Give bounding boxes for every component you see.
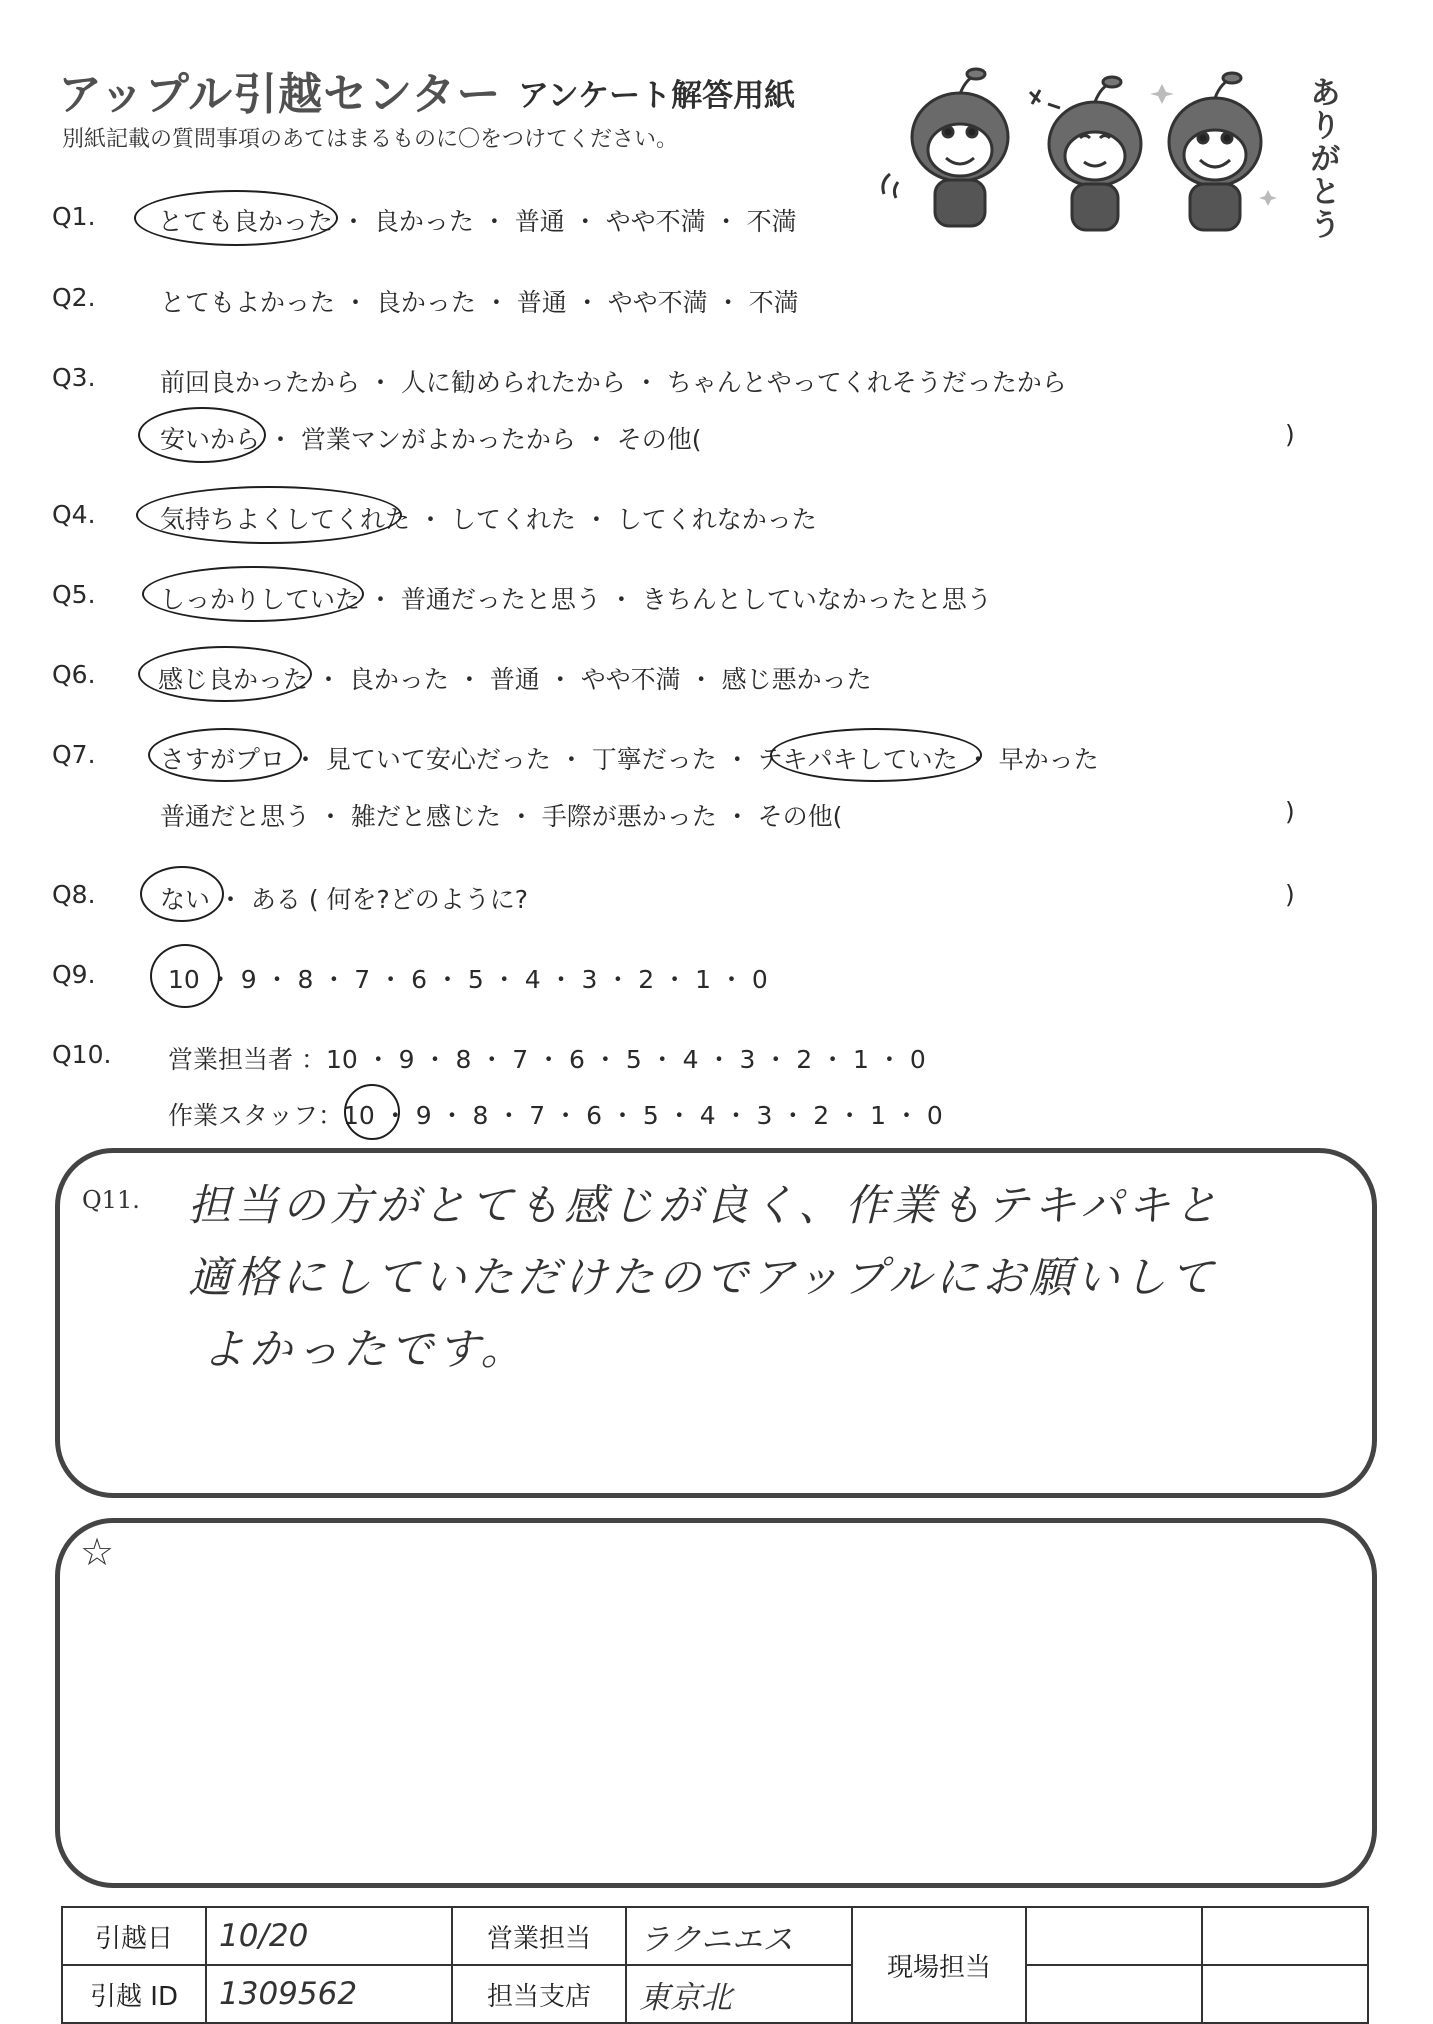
move-date-value: 10/20 xyxy=(206,1907,452,1965)
q7-selection-circle-1 xyxy=(148,728,302,782)
q11-comment-line2: 適格にしていただけたのでアップルにお願いして xyxy=(188,1253,1218,1303)
q1-options[interactable]: とても良かった ・ 良かった ・ 普通 ・ やや不満 ・ 不満 xyxy=(158,207,797,236)
move-date-label: 引越日 xyxy=(62,1907,206,1965)
site-rep-label: 現場担当 xyxy=(852,1907,1026,2023)
move-id-label: 引越 ID xyxy=(62,1965,206,2023)
thanks-text: ありがとう xyxy=(1304,76,1340,241)
site-rep-cell-1 xyxy=(1026,1907,1202,1965)
instruction-text: 別紙記載の質問事項のあてはまるものに〇をつけてください。 xyxy=(62,127,679,152)
sales-rep-value: ラクニエス xyxy=(626,1907,852,1965)
q8-label: Q8. xyxy=(52,880,96,909)
q3-selection-circle xyxy=(138,407,266,463)
q3-paren-close: ) xyxy=(1285,420,1295,449)
q2-label: Q2. xyxy=(52,283,96,312)
q8-options[interactable]: ない ・ ある ( 何を?どのように? xyxy=(160,885,529,914)
footer-table xyxy=(61,1906,1369,2024)
q1-label: Q1. xyxy=(52,202,96,231)
monkey-right-icon xyxy=(1150,73,1277,230)
q9-selection-circle xyxy=(150,944,220,1008)
q4-selection-circle xyxy=(136,486,402,544)
q7-selection-circle-2 xyxy=(770,728,982,782)
q3-options-line2[interactable]: 安いから ・ 営業マンがよかったから ・ その他( xyxy=(160,425,702,454)
branch-label: 担当支店 xyxy=(452,1965,626,2023)
q9-label: Q9. xyxy=(52,960,96,989)
extra-comment-box xyxy=(55,1518,1377,1888)
q6-selection-circle xyxy=(138,646,312,702)
q6-options[interactable]: 感じ良かった ・ 良かった ・ 普通 ・ やや不満 ・ 感じ悪かった xyxy=(158,665,872,694)
q2-options[interactable]: とてもよかった ・ 良かった ・ 普通 ・ やや不満 ・ 不満 xyxy=(160,288,799,317)
site-rep-cell-4 xyxy=(1202,1965,1368,2023)
q3-label: Q3. xyxy=(52,363,96,392)
q11-comment-line1: 担当の方がとても感じが良く、作業もテキパキと xyxy=(188,1181,1222,1231)
q10-selection-circle xyxy=(344,1084,400,1140)
mascot-illustration xyxy=(880,62,1300,242)
sales-rep-label: 営業担当 xyxy=(452,1907,626,1965)
q10-staff-options[interactable]: 作業スタッフ：10 ・ 9 ・ 8 ・ 7 ・ 6 ・ 5 ・ 4 ・ 3 ・ 2 ・ 1 ・ 0 xyxy=(168,1101,943,1130)
q5-selection-circle xyxy=(142,566,364,622)
q7-options-line1[interactable]: さすがプロ ・ 見ていて安心だった ・ 丁寧だった ・ テキパキしていた ・ 早かった xyxy=(160,745,1099,774)
company-name: アップル引越センター xyxy=(58,69,502,120)
site-rep-cell-3 xyxy=(1026,1965,1202,2023)
form-title: アンケート解答用紙 xyxy=(518,78,796,114)
star-icon: ☆ xyxy=(80,1530,115,1574)
q8-paren-close: ) xyxy=(1285,880,1295,909)
q11-comment-line3: よかったです。 xyxy=(202,1325,528,1375)
q10-label: Q10. xyxy=(52,1040,112,1069)
q7-options-line2[interactable]: 普通だと思う ・ 雑だと感じた ・ 手際が悪かった ・ その他( xyxy=(160,802,843,831)
q4-label: Q4. xyxy=(52,500,96,529)
site-rep-cell-2 xyxy=(1202,1907,1368,1965)
monkey-middle-icon xyxy=(1030,77,1141,230)
branch-value: 東京北 xyxy=(626,1965,852,2023)
q5-label: Q5. xyxy=(52,580,96,609)
q8-selection-circle xyxy=(140,866,224,922)
q5-options[interactable]: しっかりしていた ・ 普通だったと思う ・ きちんとしていなかったと思う xyxy=(160,585,992,614)
q10-sales-options[interactable]: 営業担当者 ：10 ・ 9 ・ 8 ・ 7 ・ 6 ・ 5 ・ 4 ・ 3 ・ 2 ・ 1 ・ 0 xyxy=(168,1045,926,1074)
q1-selection-circle xyxy=(134,190,338,246)
q4-options[interactable]: 気持ちよくしてくれた ・ してくれた ・ してくれなかった xyxy=(160,505,817,534)
q3-options-line1[interactable]: 前回良かったから ・ 人に勧められたから ・ ちゃんとやってくれそうだったから xyxy=(160,368,1067,397)
move-id-value: 1309562 xyxy=(206,1965,452,2023)
monkey-left-icon xyxy=(883,69,1008,226)
q9-options[interactable]: 10 ・ 9 ・ 8 ・ 7 ・ 6 ・ 5 ・ 4 ・ 3 ・ 2 ・ 1 ・ 0 xyxy=(168,965,768,994)
q11-label: Q11. xyxy=(82,1186,140,1214)
q6-label: Q6. xyxy=(52,660,96,689)
q7-paren-close: ) xyxy=(1285,797,1295,826)
q7-label: Q7. xyxy=(52,740,96,769)
